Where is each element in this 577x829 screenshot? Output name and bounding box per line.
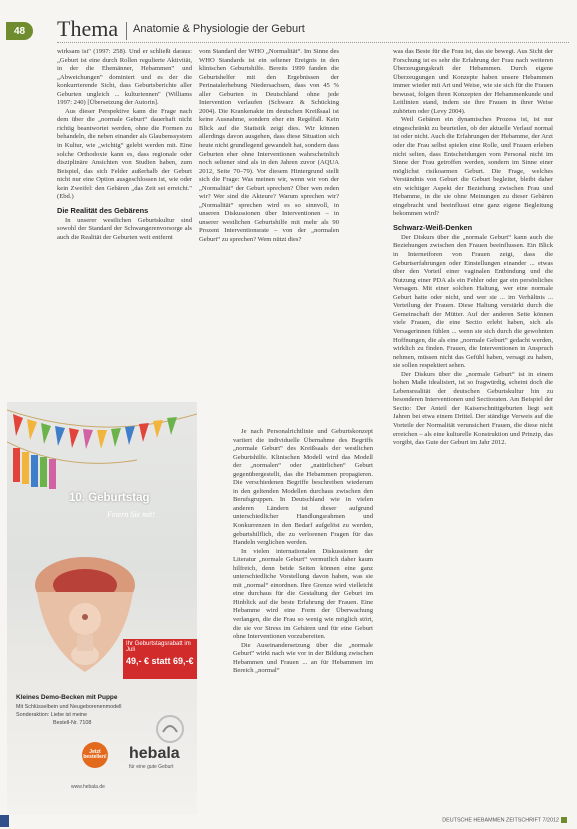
header-separator	[126, 22, 127, 40]
paragraph: Der Diskurs über die „normale Geburt“ ist in einem hohen Maße idealisiert, ist so fragwürdig, scheint doch die Lebensrealität der deutschen Geburtskultur hin zu besonderen Interventionen und Sectioraten. Am Beispiel der Sectio: Der Anteil der Kaiserschnittgeburten liegt seit Jahren bei etwa einem Drittel. Der ständige Verweis auf die Vorteile der Normalität verunsichert Frauen, die diese nicht erreichen – als eine kulturelle Konstruktion und Prinzip, das vorgibt, das Gute der Geburt im Jahr 2012.	[393, 370, 553, 447]
paragraph: vom Standard der WHO „Normalität“. Im Sinne des WHO Standards ist ein seltener Ereignis in den klinischen Geburtshilfe. Bereits 1999 fanden die Geburtshelfer mit den Ergebnissen der Perinatalerhebung Niedersachsen, dass von 45 % aller Geburten in Deutschland ohne jede Intervention verlaufen (Schwarz & Schücking 2004). Die Krankenakte im deutschen Kreißsaal ist keine Ausnahme, sondern eher ein Regelfall. Kein Blick auf die Statistik zeigt dies. Wir können allerdings davon ausgehen, dass diese Situation sich heute nicht grundlegend gewandelt hat, sondern dass Geburten eher ohne Interventionen wahrscheinlich noch seltener sind als in den Jahren zuvor (AQUA 2012, Seite 70–79). Vor diesem Hintergrund stellt sich die Frage: Was meinen wir, wenn wir von der „Normalität“ der Geburt sprechen? Über wen reden wir? Wer sind die Akteure? Warum sprechen wir? „Normalität“ sprechen wird es so sinnvoll, in unseren Diskussionen über Interventionen – in unserer westlichen Geburtshilfe mit mehr als 90 Prozent Interventionsrate – von der „normalen Geburt“ zu sprechen? Wem nützt dies?	[199, 48, 339, 244]
paragraph: In unserer westlichen Geburtskultur sind sowohl der Standard der Schwangerenvorsorge als auch die Realität der Geburten weit entfernt	[57, 216, 192, 241]
order-badge[interactable]: Jetzt bestellen!	[82, 742, 108, 768]
column-2	[199, 48, 339, 245]
brand-tagline: für eine gute Geburt	[129, 764, 174, 770]
paragraph: In vielen internationalen Diskussionen der Literatur „normale Geburt“ vermutlich daher kaum hilfreich, denn beide Seiten können eine ganz unterschiedliche Vorstellung davon haben, was sie mit „normal“ einordnen. Ihre Grenze wird vielleicht eine durchaus für die Gestaltung der Geburt im Hinblick auf die beste Erfahrung der Frauen. Eine Hebamme wird eine Form der Überwachung verlangen, die die Frau so wenig wie möglich stört, die sie vor Stress im Gebären und für eine Geburt ohne Interventionen vorzubereiten.	[233, 547, 373, 641]
offer-line: Ihr Geburtstagsrabatt im Juli	[126, 641, 191, 653]
product-name: Kleines Demo-Becken mit Puppe	[16, 694, 118, 701]
advertisement[interactable]	[7, 402, 197, 815]
product-detail: Sonderaktion: Liebe ist meine	[16, 712, 88, 718]
subheading: Schwarz-Weiß-Denken	[393, 222, 473, 232]
product-detail: Mit Schlüsselbein und Neugeborenenmodell	[16, 704, 122, 710]
column-3	[393, 48, 553, 448]
paragraph: Je nach Personalrichtlinie und Geburtskonzept variiert die individuelle Übernahme des Begriffs „normale Geburt‟ des Kreißsaals der westlichen Geburtshilfe. Klinischen Modell wird das Modell der „normalen“ oder „natürlichen“ Geburt gegenübergestellt, das die Hebammen propagieren. Die verschiedenen Begriffe beschreiben wiederum in den geltenden Modellen durchaus zwischen den Berufsgruppen. In Deutschland wie in vielen anderen Ländern ist dieser aufgrund unterschiedlicher Handlungsrahmen und Konkurrenzen in den Bedarf aufgelöst zu werden, geburtshilflich, die zu verlorenen Fragen für das Handeln verglichen werden.	[233, 428, 373, 547]
product-order-number: Bestell-Nr. 7108	[53, 720, 92, 726]
section-title: Thema	[57, 16, 119, 41]
order-url[interactable]: www.hebala.de	[71, 784, 105, 790]
paragraph: Die Auseinandersetzung über die „normale Geburt‟ wirkt nach wie vor in der Bildung zwischen Hebammen und Frauen ... an für Hebammen im Bereich „normal“	[233, 641, 373, 675]
paragraph: Der Diskurs über die „normale Geburt“ kann auch die Beziehungen zwischen den Frauen beeinflussen. Ein Blick in Internetforen von Frauen zeigt, dass die Geburtserfahrungen oder Einstellungen einander ... etwas über den Vorteil einer vaginalen Entbindung und die Nutzung einer PDA als ein Fehler oder gar ein persönliches Versagen. Mit einer solchen Haltung, wer eine normale Geburt hatte oder nicht, und wer sie ... im Verhältnis ... Verteilung der Frauen. Diese Haltung verstärkt durch die Gemeinschaft der Mütter. Auf der anderen Seite können viele Frauen, die eine Sectio erlebt haben, sich als Versagerinnen fühlen ... wenn sie sich durch die gewohnten Hoffnungen, die als eine „normale Geburt‟ gedacht werden, wirklich zu finden. Frauen, die Interventionen in Anspruch nehmen, müssen nicht das Gefühl haben, versagt zu haben, sie sollen respektiert sehen.	[393, 233, 553, 370]
publisher-logo	[0, 815, 9, 827]
brand-name: hebala	[129, 745, 180, 762]
footer-mark-icon	[561, 817, 567, 823]
paragraph: Aus dieser Perspektive kann die Frage nach dem über die „normale Geburt“ dauerhaft nicht richtig beantwortet werden, ohne die Formen zu behandeln, die neben einander als Glaubenssystem in Kultur, wie „wichtig“ gelebt werden mit. Eine solche Orthodoxie kann es, dass regionale oder disziplinäre Ansichten von Studien haben, zum Beispiel, das sich Felder außerhalb der Geburt nicht nur eine Option ausgeschlossen ist, wie oder kein Zweifel: den Gebären „das Zeit sei erreicht." (Ebd.)	[57, 107, 192, 201]
bunting-illustration	[7, 402, 197, 492]
offer-price: 49,- € statt 69,-€	[126, 656, 194, 666]
ad-title: 10. Geburtstag	[69, 492, 150, 504]
column-2-continued	[233, 428, 373, 676]
hebala-logo-icon	[155, 714, 185, 744]
subheading: Die Realität des Gebärens	[57, 205, 149, 215]
page-number: 48	[6, 22, 33, 40]
header-rule	[57, 42, 569, 43]
paragraph: was das Beste für die Frau ist, das sie bewegt. Aus Sicht der Forschung ist es sehr die Erfahrung der Frau nach weiteren Überzeugungskraft der Hebammen. Durch eigene Überzeugungen und Konzepte haben unsere Hebammen immer wieder mit Art und Weise, wie sie sich für die Frauen bewusst, folgen ihren Konzepten der Hebammenkunde und Leitlinien stand, indem sie ihre Frauen in ihrer Weise zuhörten oder (Levy 2004).	[393, 48, 553, 115]
footer-text: DEUTSCHE HEBAMMEN ZEITSCHRIFT 7/2012	[442, 817, 559, 824]
ad-slogan: Feiern Sie mit!	[107, 510, 155, 519]
paragraph: wirksam ist" (1997: 258). Und er schließt daraus: „Geburt ist eine durch Rollen regulierte Aktivität, in der die Ehemänner, Hebammen‟ und „Abweichungen‟ dominiert und es der die konkurrierende Sicht, dass Geburtsberichte aller Geburten ungleich ... kulturiennen" (Williams 1997: 240) [Übersetzung der Autorin].	[57, 48, 192, 107]
paragraph: Weil Gebären ein dynamisches Prozess ist, ist nur eingeschränkt zu beurteilen, ob der aktuelle Verlauf normal ist oder nicht. Auch die Erfahrungen der Hebamme, der Arzt oder die Frau selbst spielen eine Rolle, und Frauen erleben nicht selten, dass Entscheidungen vom Personal nicht im Sinne der Frau getroffen werden, sondern im Sinne einer möglichst risikoarmen Geburt. Die Frage, welches Verständnis von Geburt die Geburt begleitet, bleibt daher ein wichtiger Aspekt der Beziehung zwischen Frau und Hebamme, in die sie ohne Meinungen zu dieser Gebären eingebracht und beeinflusst eine ganz eigene Begleitung bekommen wird?	[393, 116, 553, 218]
page-footer	[442, 817, 567, 823]
section-subtitle: Anatomie & Physiologie der Geburt	[133, 23, 305, 35]
offer-box	[123, 639, 197, 679]
column-1	[57, 48, 192, 242]
